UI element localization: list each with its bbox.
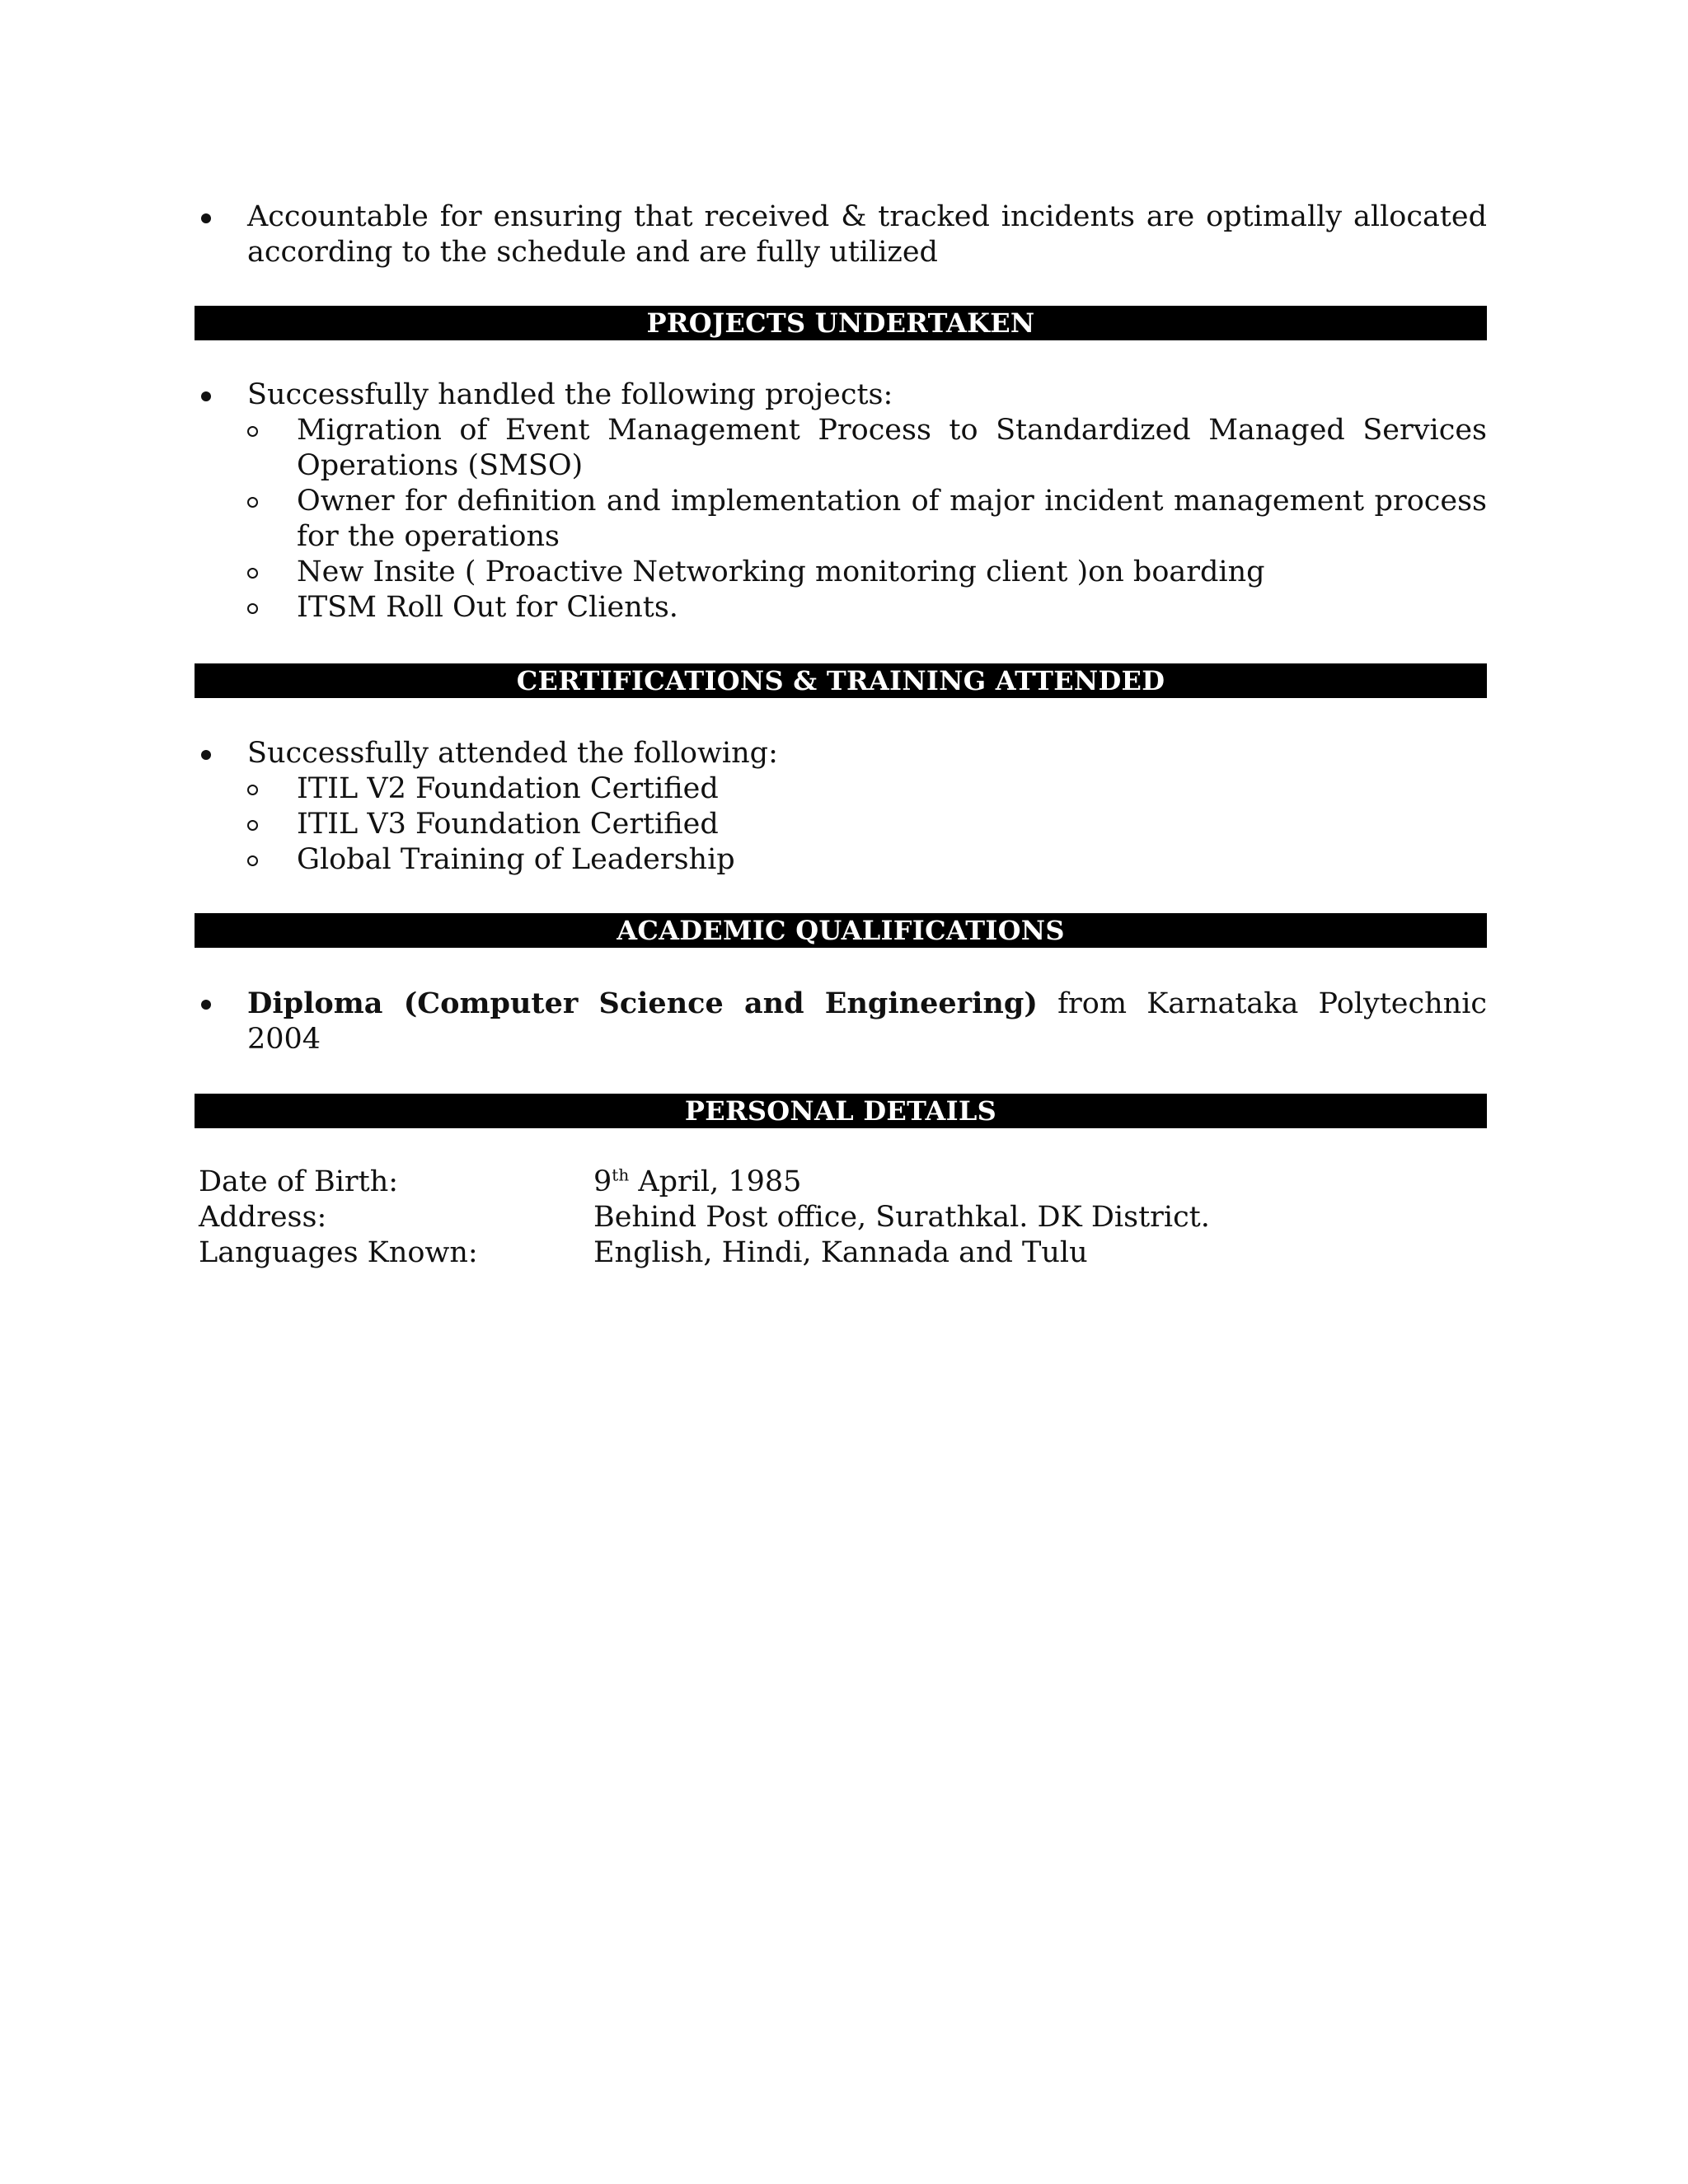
circle-bullet-icon — [247, 785, 258, 795]
project-text: Owner for definition and implementation of major incident management process for the operations — [297, 485, 1487, 553]
list-item — [195, 986, 1487, 1057]
certification-text: Global Training of Leadership — [297, 843, 735, 876]
section-heading-personal: PERSONAL DETAILS — [195, 1094, 1487, 1128]
dob-value — [593, 1165, 801, 1200]
project-text: ITSM Roll Out for Clients. — [297, 591, 678, 624]
certifications-list — [195, 771, 1487, 878]
circle-bullet-icon — [247, 426, 258, 437]
bullet-icon — [201, 391, 211, 401]
languages-label: Languages Known: — [199, 1236, 478, 1269]
circle-bullet-icon — [247, 568, 258, 579]
dob-suffix: th — [612, 1165, 630, 1185]
list-item — [195, 413, 1487, 484]
list-item — [195, 555, 1487, 590]
section-heading-academic: ACADEMIC QUALIFICATIONS — [195, 913, 1487, 948]
certifications-section — [195, 736, 1487, 878]
circle-bullet-icon — [247, 820, 258, 831]
institution-text: from Karnataka Polytechnic 2004 — [247, 987, 1487, 1056]
bullet-icon — [201, 750, 211, 760]
bullet-icon — [201, 1000, 211, 1010]
project-text: New Insite ( Proactive Networking monitoring client )on boarding — [297, 555, 1265, 588]
responsibilities-list — [195, 199, 1487, 270]
academic-section — [195, 986, 1487, 1057]
projects-lead-text: Successfully handled the following projects: — [247, 378, 893, 411]
projects-section — [195, 377, 1487, 626]
certifications-lead-text: Successfully attended the following: — [247, 737, 778, 770]
certification-text: ITIL V2 Foundation Certified — [297, 772, 719, 805]
dob-day: 9 — [593, 1165, 612, 1198]
languages-value: English, Hindi, Kannada and Tulu — [593, 1236, 1088, 1269]
list-item — [195, 484, 1487, 555]
circle-bullet-icon — [247, 497, 258, 508]
section-heading-projects: PROJECTS UNDERTAKEN — [195, 306, 1487, 340]
section-heading-certifications: CERTIFICATIONS & TRAINING ATTENDED — [195, 663, 1487, 698]
project-text: Migration of Event Management Process to Standardized Managed Services Operations (SMSO) — [297, 414, 1487, 482]
degree-text: Diploma (Computer Science and Engineering) — [247, 987, 1038, 1020]
list-item — [195, 771, 1487, 807]
list-item — [195, 736, 1487, 771]
certification-text: ITIL V3 Foundation Certified — [297, 808, 719, 841]
circle-bullet-icon — [247, 603, 258, 614]
bullet-icon — [201, 213, 211, 223]
dob-label: Date of Birth: — [199, 1165, 399, 1198]
address-value: Behind Post office, Surathkal. DK District. — [593, 1201, 1210, 1234]
projects-list — [195, 413, 1487, 626]
list-item — [195, 199, 1487, 270]
list-item — [195, 807, 1487, 842]
responsibility-text: Accountable for ensuring that received & tracked incidents are optimally allocated according to the schedule and are fully utilized — [247, 200, 1487, 269]
list-item — [195, 377, 1487, 413]
dob-rest: April, 1985 — [629, 1165, 802, 1198]
address-label: Address: — [199, 1201, 327, 1234]
list-item — [195, 590, 1487, 626]
circle-bullet-icon — [247, 855, 258, 866]
list-item — [195, 842, 1487, 878]
